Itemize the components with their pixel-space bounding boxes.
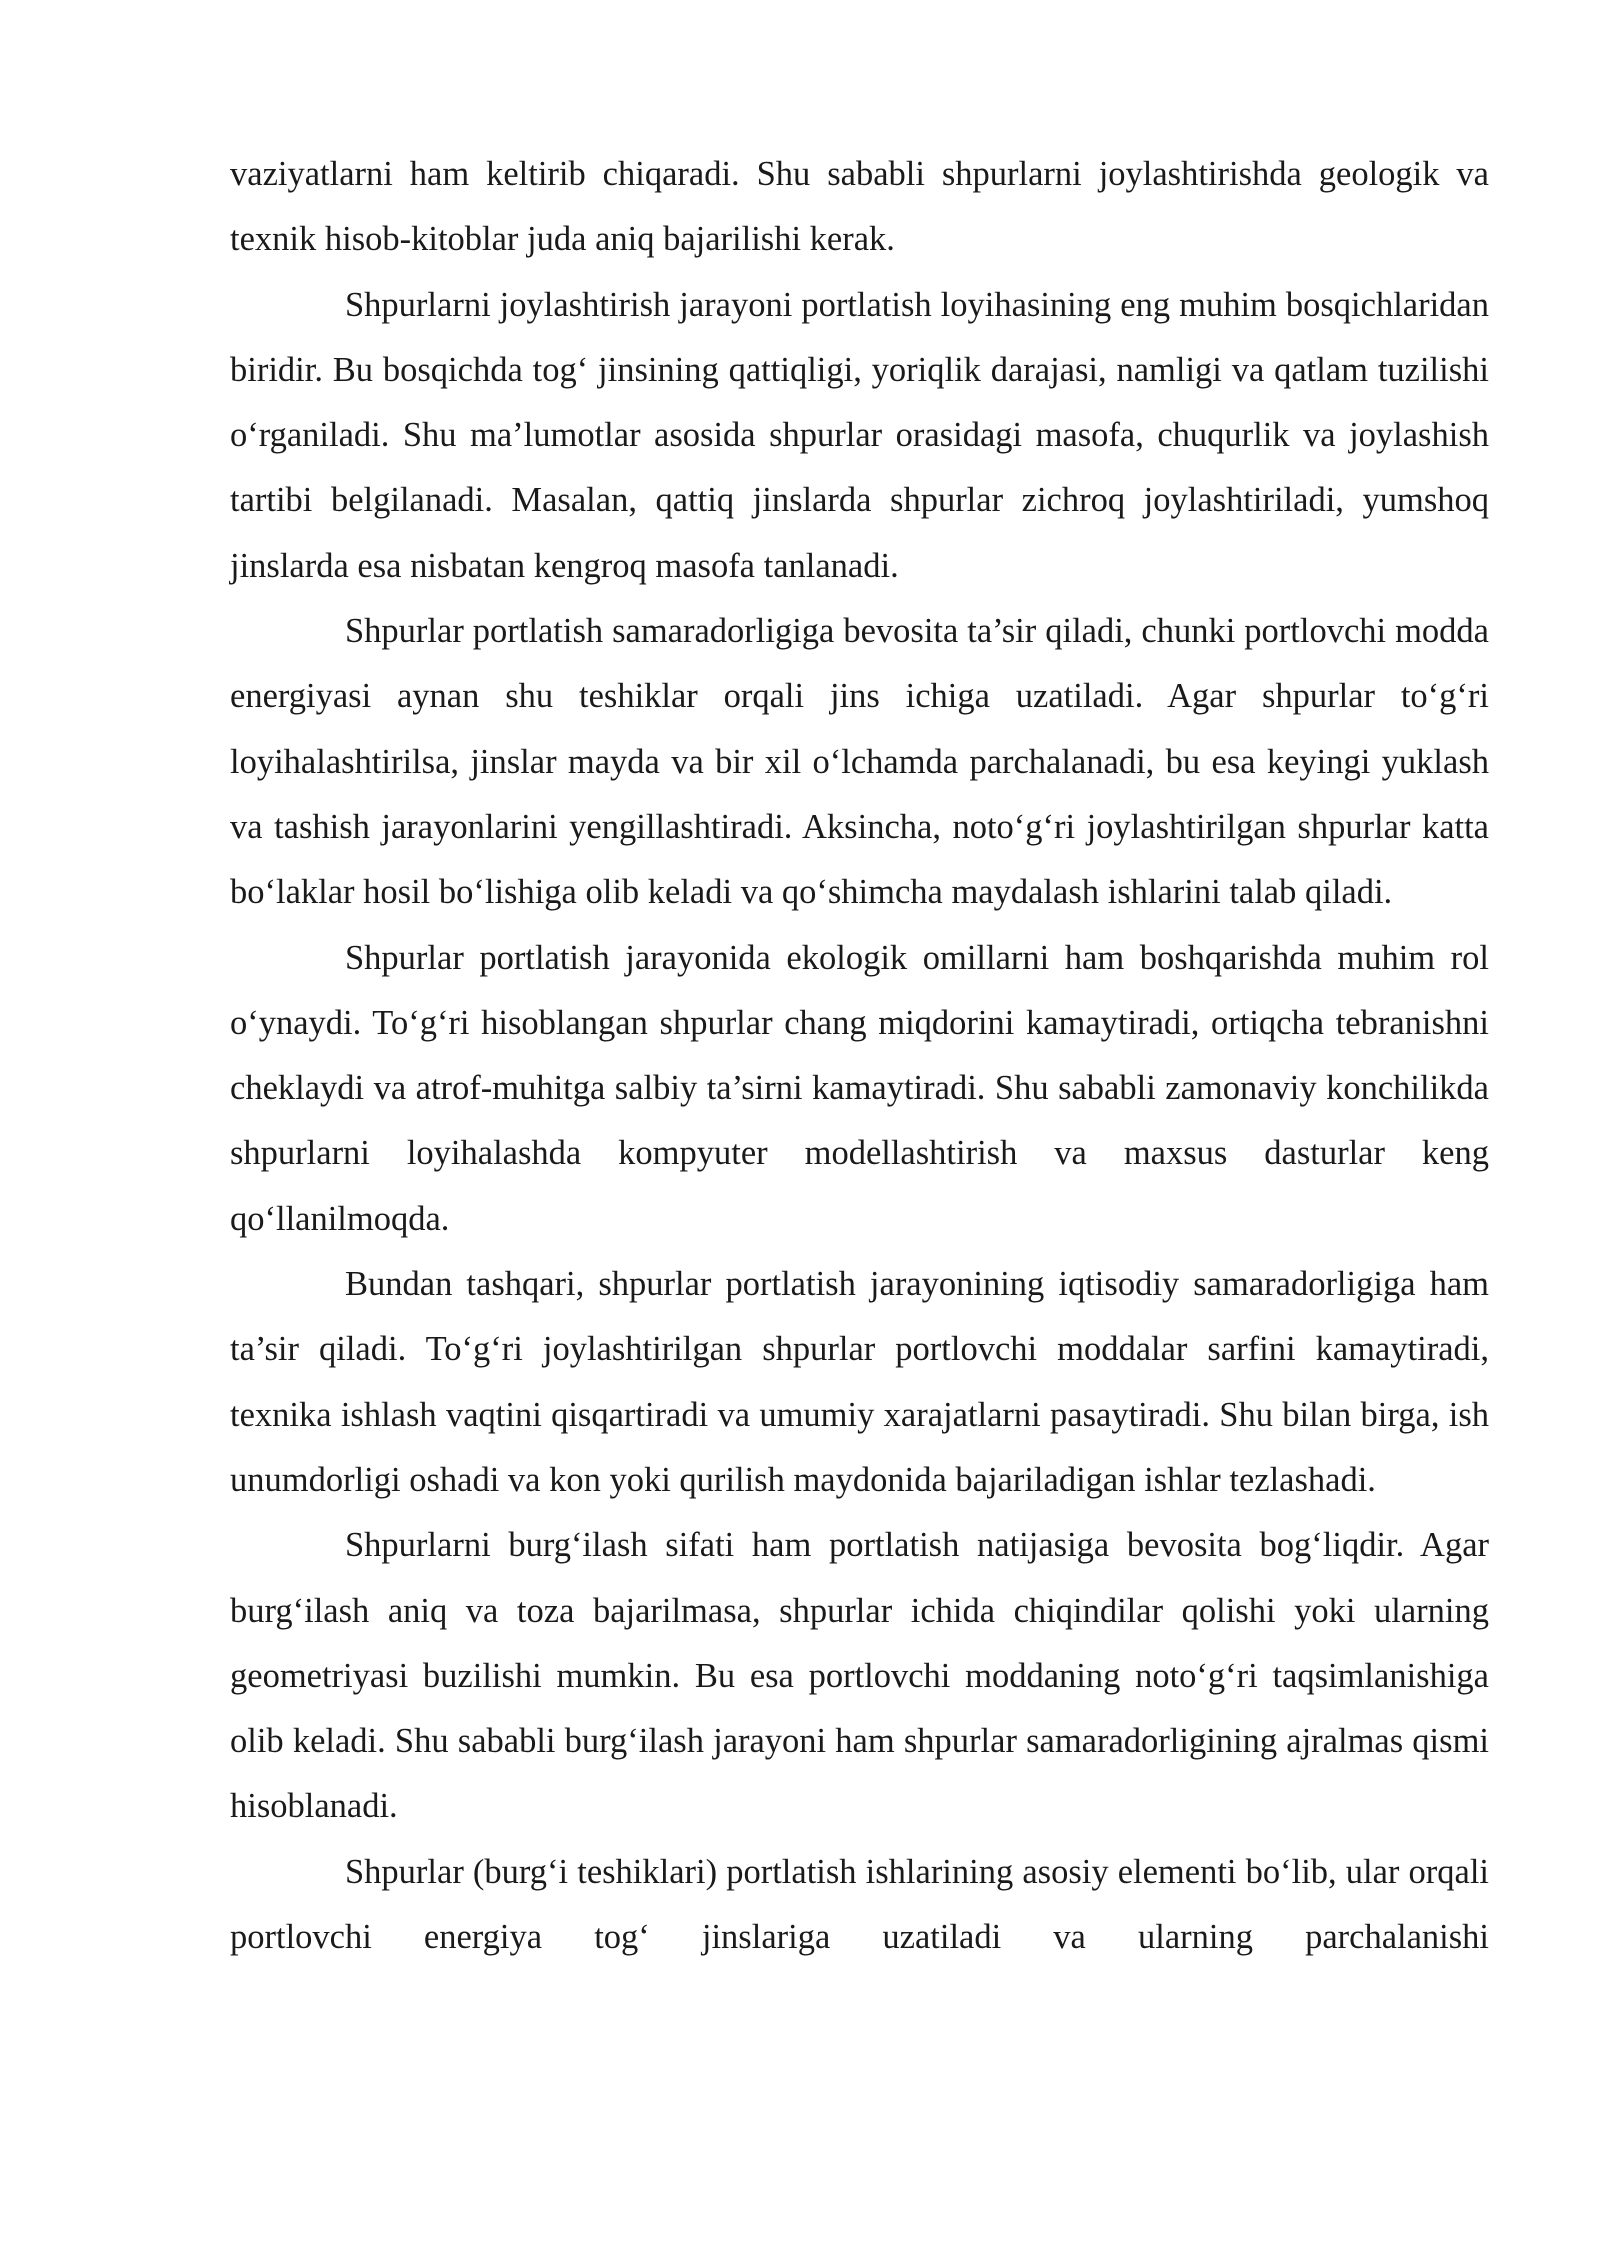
paragraph-ecology: Shpurlar portlatish jarayonida ekologik omillarni ham boshqarishda muhim rol o‘ynaydi. To‘g‘ri hisoblangan shpurlar chang miqdorini kamaytiradi, ortiqcha tebranishni cheklaydi va atrof-muhitga salbiy ta’sirni kamaytiradi. Shu sababli zamonaviy konchilikda shpurlarni loyihalashda kompyuter modellashtirish va maxsus dasturlar keng qo‘llanilmoqda. xyxy=(230,938,1489,1238)
paragraph-shpur-definition: Shpurlar (burg‘i teshiklari) portlatish ishlarining asosiy elementi bo‘lib, ular orqali portlovchi energiya tog‘ jinslariga uzatiladi va ularning parchalanishi xyxy=(230,1852,1489,1957)
paragraph-drilling-quality: Shpurlarni burg‘ilash sifati ham portlatish natijasiga bevosita bog‘liqdir. Agar burg‘ilash aniq va toza bajarilmasa, shpurlar ichida chiqindilar qolishi yoki ularning geometriyasi buzilishi mumkin. Bu esa portlovchi moddaning noto‘g‘ri taqsimlanishiga olib keladi. Shu sababli burg‘ilash jarayoni ham shpurlar samaradorligining ajralmas qismi hisoblanadi. xyxy=(230,1526,1489,1826)
paragraph-shpur-placement: Shpurlarni joylashtirish jarayoni portlatish loyihasining eng muhim bosqichlaridan biridir. Bu bosqichda tog‘ jinsining qattiqligi, yoriqlik darajasi, namligi va qatlam tuzilishi o‘rganiladi. Shu ma’lumotlar asosida shpurlar orasidagi masofa, chuqurlik va joylashish tartibi belgilanadi. Masalan, qattiq jinslarda shpurlar zichroq joylashtiriladi, yumshoq jinslarda esa nisbatan kengroq masofa tanlanadi. xyxy=(230,285,1489,585)
paragraph-economics: Bundan tashqari, shpurlar portlatish jarayonining iqtisodiy samaradorligiga ham ta’sir qiladi. To‘g‘ri joylashtirilgan shpurlar portlovchi moddalar sarfini kamaytiradi, texnika ishlash vaqtini qisqartiradi va umumiy xarajatlarni pasaytiradi. Shu bilan birga, ish unumdorligi oshadi va kon yoki qurilish maydonida bajariladigan ishlar tezlashadi. xyxy=(230,1265,1489,1499)
paragraph-continuation: vaziyatlarni ham keltirib chiqaradi. Shu sababli shpurlarni joylashtirishda geologik va texnik hisob-kitoblar juda aniq bajarilishi kerak. xyxy=(230,155,1489,259)
paragraph-blast-efficiency: Shpurlar portlatish samaradorligiga bevosita ta’sir qiladi, chunki portlovchi modda energiyasi aynan shu teshiklar orqali jins ichiga uzatiladi. Agar shpurlar to‘g‘ri loyihalashtirilsa, jinslar mayda va bir xil o‘lchamda parchalanadi, bu esa keyingi yuklash va tashish jarayonlarini yengillashtiradi. Aksincha, noto‘g‘ri joylashtirilgan shpurlar katta bo‘laklar hosil bo‘lishiga olib keladi va qo‘shimcha maydalash ishlarini talab qiladi. xyxy=(230,612,1489,912)
document-body xyxy=(230,142,1489,1970)
